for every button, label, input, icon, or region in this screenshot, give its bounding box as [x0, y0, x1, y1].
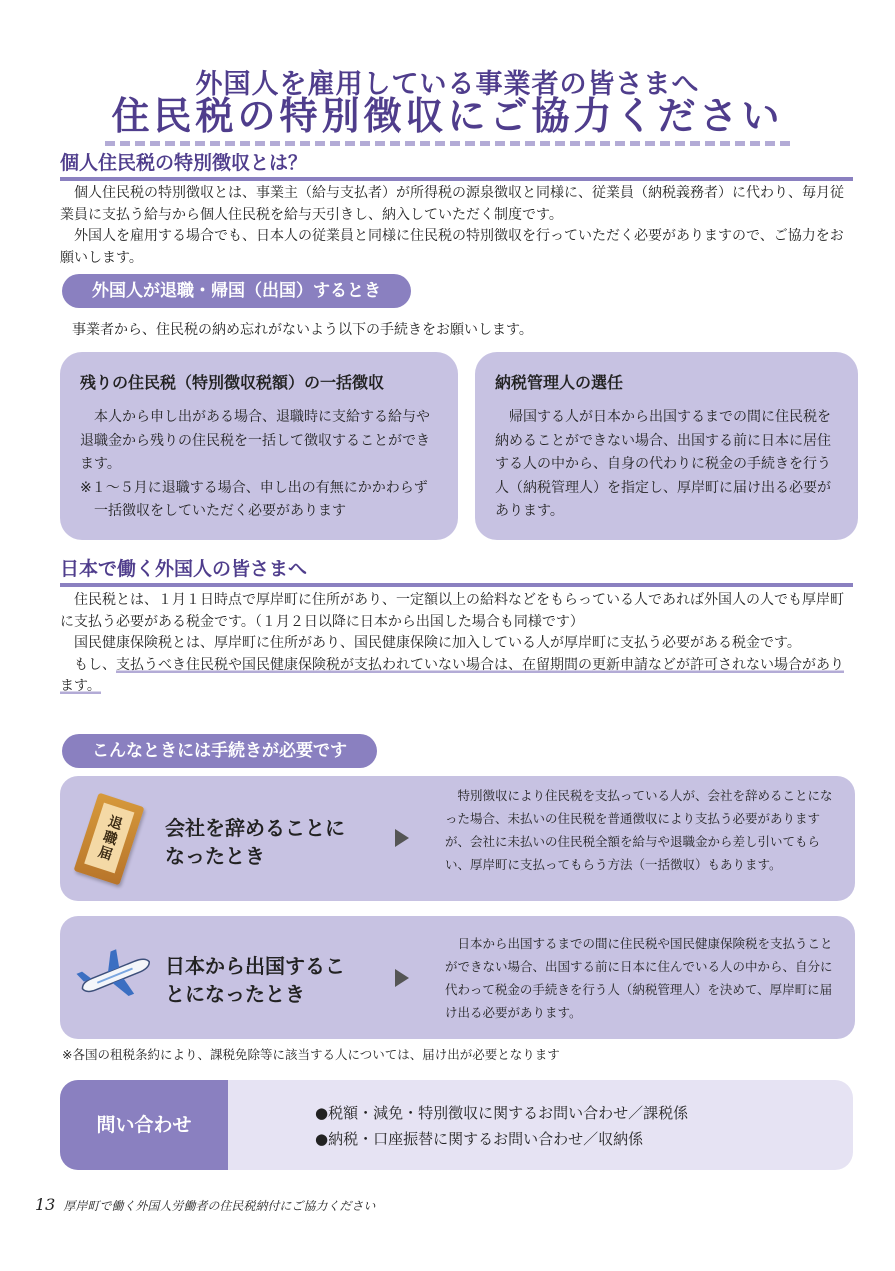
lump-sum-collection-box — [60, 352, 458, 540]
page-title-wrap — [0, 93, 895, 146]
box-text: 本人から申し出がある場合、退職時に支給する給与や退職金から残りの住民税を一括して徴収することができます。 — [80, 409, 430, 472]
case-heading-line: 日本から出国するこ — [165, 954, 345, 978]
tax-agent-box — [475, 352, 858, 540]
emphasized-warning: 支払うべき住民税や国民健康保険税が支払われていない場合は、在留期間の更新申請などが許可されない場合があります。 — [60, 656, 844, 694]
contact-item-payment: ●納税・口座振替に関するお問い合わせ／収納係 — [315, 1130, 644, 1148]
contact-list — [315, 1100, 688, 1152]
case-description-text: 日本から出国するまでの間に住民税や国民健康保険税を支払うことができない場合、出国する前に日本に住んでいる人の中から、自分に代わって税金の手続きを行う人（納税管理人）を決めて、厚岸町に届け出る必要があります。 — [445, 936, 833, 1020]
section-special-collection-text — [60, 183, 845, 269]
page-number: 13 — [35, 1195, 56, 1214]
case-description-text: 特別徴収により住民税を支払っている人が、会社を辞めることになった場合、未払いの住民税を普通徴収により支払う必要がありますが、会社に未払いの住民税全額を給与や退職金から差し引いてもらい、厚岸町に支払ってもらう方法（一括徴収）もあります。 — [445, 788, 833, 872]
contact-box — [60, 1080, 853, 1170]
paragraph — [60, 655, 845, 698]
section-foreign-workers-text — [60, 590, 845, 698]
paragraph-prefix: もし、 — [74, 656, 116, 673]
resignation-letter-text: 退職届 — [84, 803, 134, 874]
retire-pill-heading: 外国人が退職・帰国（出国）するとき — [62, 274, 411, 308]
box-note: ※１～５月に退職する場合、申し出の有無にかかわらず一括徴収をしていただく必要があります — [80, 479, 428, 519]
case-heading — [165, 814, 345, 870]
case-resign-box — [60, 776, 855, 901]
box-body — [80, 406, 436, 524]
contact-label: 問い合わせ — [60, 1080, 228, 1170]
case-heading-line: なったとき — [165, 844, 265, 868]
contact-item-tax: ●税額・減免・特別徴収に関するお問い合わせ／課税係 — [315, 1104, 689, 1122]
treaty-footnote: ※各国の租税条約により、課税免除等に該当する人については、届け出が必要となります — [62, 1047, 560, 1062]
box-title: 残りの住民税（特別徴収税額）の一括徴収 — [80, 373, 385, 392]
box-text: 帰国する人が日本から出国するまでの間に住民税を納めることができない場合、出国する前に日本に居住する人の中から、自身の代わりに税金の手続きを行う人（納税管理人）を指定し、厚岸町に届け出る必要があります。 — [495, 409, 831, 519]
paragraph: 住民税とは、１月１日時点で厚岸町に住所があり、一定額以上の給料などをもらっている人であれば外国人の人でも厚岸町に支払う必要がある税金です。（１月２日以降に日本から出国した場合も同様です） — [60, 592, 844, 630]
case-heading-line: とになったとき — [165, 982, 305, 1006]
case-description — [445, 784, 835, 876]
paragraph: 外国人を雇用する場合でも、日本人の従業員と同様に住民税の特別徴収を行っていただく必要がありますので、ご協力をお願いします。 — [60, 228, 844, 266]
paragraph: 国民健康保険税とは、厚岸町に住所があり、国民健康保険に加入している人が厚岸町に支払う必要がある税金です。 — [74, 635, 801, 651]
resignation-letter-icon — [74, 793, 145, 886]
case-heading-line: 会社を辞めることに — [165, 816, 345, 840]
case-heading — [165, 952, 345, 1008]
box-title: 納税管理人の選任 — [495, 373, 624, 392]
case-description — [445, 932, 835, 1024]
case-depart-box — [60, 916, 855, 1039]
page-footer — [35, 1195, 375, 1214]
page-subtitle: 外国人を雇用している事業者の皆さまへ — [195, 69, 700, 100]
footer-text: 厚岸町で働く外国人労働者の住民税納付にご協力ください — [63, 1199, 376, 1213]
arrow-right-icon — [395, 969, 409, 987]
retire-lead-text: 事業者から、住民税の納め忘れがないよう以下の手続きをお願いします。 — [72, 322, 533, 338]
section-heading-special-collection: 個人住民税の特別徴収とは？ — [60, 148, 853, 181]
arrow-right-icon — [395, 829, 409, 847]
airplane-icon — [74, 946, 154, 1006]
box-body — [495, 406, 836, 524]
page-title: 住民税の特別徴収にご協力ください — [105, 93, 789, 146]
section-heading-foreign-workers: 日本で働く外国人の皆さまへ — [60, 554, 853, 587]
paragraph: 個人住民税の特別徴収とは、事業主（給与支払者）が所得税の源泉徴収と同様に、従業員（納税義務者）に代わり、毎月従業員に支払う給与から個人住民税を給与天引きし、納入していただく制度です。 — [60, 185, 844, 223]
procedure-pill-heading: こんなときには手続きが必要です — [62, 734, 377, 768]
